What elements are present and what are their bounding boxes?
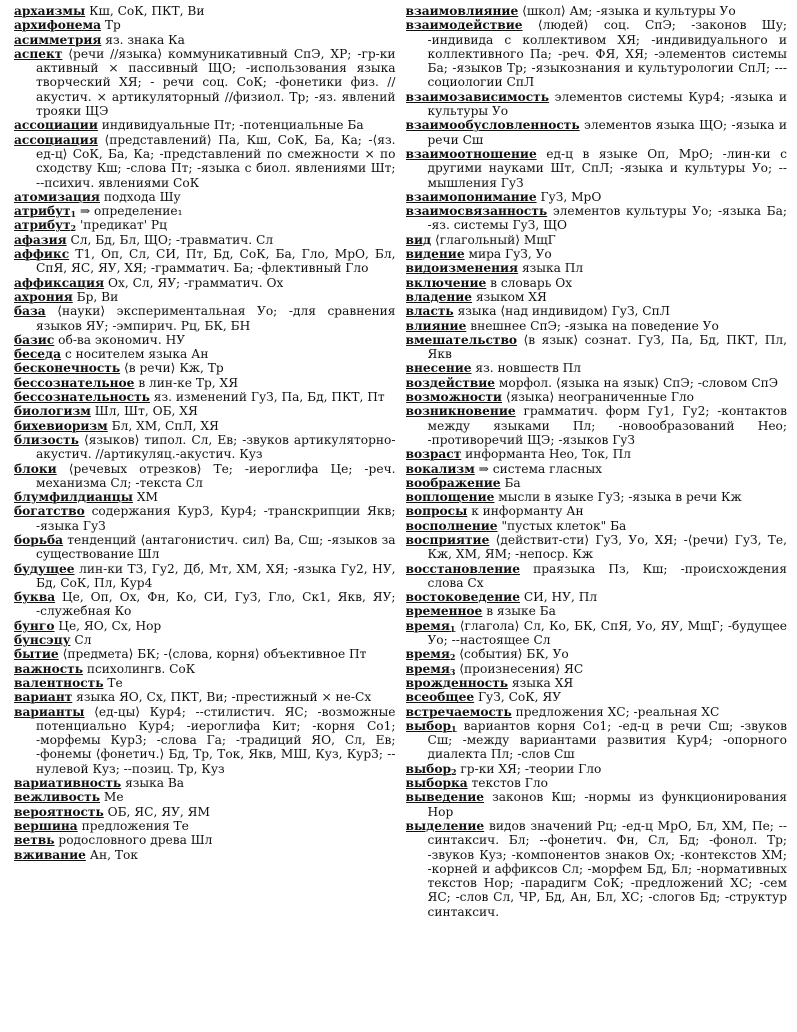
- entry-headword: вероятность: [14, 804, 104, 819]
- index-entry: [14, 18, 396, 32]
- headword-index-number: 1: [450, 723, 457, 734]
- entry-text: ⟨языков⟩ типол. Сл, Ев; -звуков артикуляторно-акустич. //артикуляц.-акустич. Куз: [36, 432, 396, 462]
- entry-text: 'предикат' Рц: [79, 218, 167, 233]
- entry-headword: вежливость: [14, 790, 101, 805]
- entry-text: лин-ки Т3, Гу2, Дб, Мт, ХМ, ХЯ; -языка Гу2, НУ, Бд, СоК, Пл, Кур4: [36, 561, 396, 590]
- entry-text: в лин-ке Тр, ХЯ: [138, 375, 239, 390]
- entry-headword: выборка: [405, 776, 468, 791]
- entry-headword: воображение: [405, 475, 501, 490]
- entry-headword: аффикс: [14, 247, 70, 262]
- entry-headword: атрибут$_2$: [14, 218, 77, 234]
- entry-headword: воздействие: [405, 375, 496, 390]
- index-entry: [14, 347, 396, 361]
- entry-text: внешнее СпЭ; -языка на поведение Уо: [470, 318, 719, 333]
- entry-headword: вопросы: [405, 504, 468, 519]
- index-entry: [406, 118, 788, 147]
- entry-headword: блоки: [14, 461, 57, 476]
- index-entry: [14, 533, 396, 562]
- entry-text: мира ГуЗ, Уо: [468, 247, 552, 262]
- entry-text: морфол. ⟨языка на язык⟩ СпЭ; -словом СпЭ: [498, 375, 779, 390]
- entry-headword: возникновение: [405, 404, 516, 419]
- entry-text: языка ХЯ: [511, 675, 574, 690]
- entry-headword: афазия: [14, 232, 67, 247]
- entry-headword: базис: [14, 332, 55, 347]
- index-entry: [14, 276, 396, 290]
- headword-index-number: 2: [70, 223, 77, 234]
- index-entry: [406, 504, 788, 518]
- index-entry: [14, 390, 396, 404]
- index-entry: [14, 118, 396, 132]
- index-entry: [406, 333, 788, 362]
- entry-text: гр-ки ХЯ; -теории Гло: [460, 761, 602, 776]
- index-entry: [14, 233, 396, 247]
- entry-headword: ассоциация: [14, 132, 98, 147]
- entry-text: Шл, Шт, ОБ, ХЯ: [94, 404, 198, 419]
- index-entry: [14, 647, 396, 661]
- index-entry: [14, 633, 396, 647]
- headword-index-number: 1: [449, 623, 456, 634]
- index-entry: [406, 290, 788, 304]
- entry-text: Сл, Бд, Бл, ЩО; -травматич. Сл: [70, 232, 274, 247]
- index-entry: [406, 90, 788, 119]
- entry-headword: вокализм: [405, 461, 475, 476]
- entry-headword: близость: [14, 432, 79, 447]
- entry-text: текстов Гло: [471, 776, 548, 791]
- entry-headword: архаизмы: [14, 4, 86, 18]
- entry-headword: владение: [405, 289, 473, 304]
- index-entry: [14, 47, 396, 118]
- entry-text: Бл, ХМ, СпЛ, ХЯ: [111, 418, 219, 433]
- entry-text: языка Ва: [125, 776, 185, 791]
- headword-index-number: 2: [450, 766, 457, 777]
- index-entry: [406, 662, 788, 676]
- index-entry: [14, 204, 396, 218]
- entry-text: ⇒ определение₁: [79, 204, 183, 219]
- entry-text: элементов культуры Уо; -языка Ба; -яз. системы ГуЗ, ЩО: [427, 204, 787, 233]
- index-entry: [14, 690, 396, 704]
- index-entry: [406, 261, 788, 275]
- index-entry: [14, 419, 396, 433]
- entry-text: ⟨ед-цы⟩ Кур4; --стилистич. ЯС; -возможные потенциально Кур4; -иероглифа Кит; -корня Со1; -морфемы Кур3; -слова Га; -традиций ЯО, Сл, Ев; -фонемы ⟨фонетич.⟩ Бд, Тр, Ток, Якв, МШ, Куз, Кур3; --нулевой Куз; --позиц. Тр, Куз: [36, 704, 396, 776]
- entry-text: ГуЗ, СоК, ЯУ: [477, 690, 562, 705]
- entry-text: Те: [107, 675, 123, 690]
- entry-text: Ан, Ток: [89, 847, 138, 862]
- entry-headword: взаимосвязанность: [405, 204, 548, 219]
- entry-headword: бессознательное: [14, 375, 135, 390]
- entry-headword: власть: [405, 304, 454, 319]
- entry-text: грамматич. форм Гу1, Гу2; -контактов между языками Пл; -новообразований Нео; -противоречий ЩЭ; -языков ГуЗ: [427, 404, 787, 447]
- entry-text: ⇒ система гласных: [478, 461, 603, 476]
- entry-text: "пустых клеток" Ба: [501, 518, 627, 533]
- index-entry: [14, 462, 396, 491]
- entry-headword: время$_1$: [405, 618, 456, 634]
- entry-headword: богатство: [14, 504, 85, 519]
- entry-text: с носителем языка Ан: [64, 347, 209, 362]
- entry-text: элементов системы Кур4; -языка и культуры Уо: [427, 89, 787, 119]
- index-entry: [14, 590, 396, 619]
- entry-headword: всеобщее: [405, 690, 475, 705]
- entry-text: Ба: [504, 475, 521, 490]
- index-entry: [14, 833, 396, 847]
- right-column: [406, 4, 788, 1032]
- index-entry: [406, 533, 788, 562]
- entry-text: ⟨события⟩ БК, Уо: [459, 647, 569, 662]
- headword-index-number: 2: [449, 652, 456, 663]
- entry-headword: ахрония: [14, 289, 73, 304]
- entry-headword: вариативность: [14, 776, 122, 791]
- entry-headword: временное: [405, 604, 483, 619]
- index-entry: [14, 433, 396, 462]
- entry-headword: востоковедение: [405, 590, 520, 605]
- entry-text: Кш, СоК, ПКТ, Ви: [89, 4, 205, 18]
- index-entry: [406, 719, 788, 762]
- index-entry: [14, 247, 396, 276]
- entry-headword: взаимовлияние: [405, 4, 519, 18]
- index-entry: [14, 504, 396, 533]
- entry-text: ХМ: [136, 490, 158, 505]
- entry-text: ⟨представлений⟩ Па, Кш, СоК, Ба, Ка; -⟨яз. ед-ц⟩ СоК, Ба, Ка; -представлений по смежности × по сходству Кш; -слова Пт; -языка с биол. явлениями Шт; --психич. явлениями СоК: [36, 132, 396, 190]
- entry-headword: восприятие: [405, 532, 490, 547]
- entry-headword: восполнение: [405, 518, 498, 533]
- entry-headword: возможности: [405, 390, 502, 405]
- entry-text: ⟨глагольный⟩ МщГ: [435, 232, 556, 247]
- entry-text: ⟨людей⟩ соц. СпЭ; -законов Шу; -индивида с коллективом ХЯ; -индивидуального и коллективного Па; -реч. ФЯ, ХЯ; -элементов системы Ба; -языков Тр; -языкознания и культурологии СпЛ; ---социологии СпЛ: [427, 18, 787, 90]
- entry-headword: взаимозависимость: [405, 89, 550, 104]
- index-entry: [406, 4, 788, 18]
- index-entry: [14, 133, 396, 190]
- entry-text: ГуЗ, МрО: [540, 189, 602, 204]
- entry-text: ⟨науки⟩ экспериментальная Уо; -для сравнения языков ЯУ; -эмпирич. Рц, БК, БН: [36, 304, 396, 333]
- entry-headword: бесконечность: [14, 361, 121, 376]
- entry-headword: время$_3$: [405, 661, 456, 677]
- index-entry: [406, 690, 788, 704]
- index-entry: [406, 276, 788, 290]
- index-columns: [14, 4, 787, 1032]
- entry-headword: воплощение: [405, 490, 495, 505]
- index-entry: [406, 776, 788, 790]
- index-entry: [14, 705, 396, 776]
- index-entry: [406, 361, 788, 375]
- entry-text: праязыка Пз, Кш; -происхождения слова Сх: [427, 561, 787, 590]
- entry-text: об-ва экономич. НУ: [58, 332, 186, 347]
- entry-text: индивидуальные Пт; -потенциальные Ба: [101, 118, 364, 133]
- index-entry: [406, 204, 788, 233]
- entry-text: в словарь Ох: [490, 275, 573, 290]
- entry-text: ⟨в язык⟩ сознат. ГуЗ, Па, Бд, ПКТ, Пл, Якв: [427, 332, 787, 362]
- entry-text: яз. изменений ГуЗ, Па, Бд, ПКТ, Пт: [153, 390, 385, 405]
- entry-headword: борьба: [14, 532, 64, 547]
- entry-headword: база: [14, 304, 46, 319]
- entry-headword: варианты: [14, 704, 85, 719]
- entry-headword: ветвь: [14, 833, 55, 848]
- index-entry: [406, 18, 788, 89]
- index-entry: [406, 790, 788, 819]
- index-entry: [406, 447, 788, 461]
- entry-text: ⟨произнесения⟩ ЯС: [459, 661, 584, 676]
- entry-headword: бихевиоризм: [14, 418, 108, 433]
- index-entry: [14, 662, 396, 676]
- index-entry: [14, 376, 396, 390]
- entry-headword: бытие: [14, 647, 59, 662]
- index-entry: [406, 705, 788, 719]
- entry-text: законов Кш; -нормы из функционирования Нор: [427, 790, 787, 819]
- entry-headword: вариант: [14, 690, 73, 705]
- index-entry: [406, 519, 788, 533]
- entry-text: Тр: [104, 18, 121, 33]
- entry-headword: бунсэцу: [14, 633, 71, 648]
- index-entry: [406, 462, 788, 476]
- entry-headword: вид: [405, 232, 432, 247]
- entry-text: мысли в языке ГуЗ; -языка в речи Кж: [498, 490, 742, 505]
- entry-text: яз. новшеств Пл: [475, 361, 582, 376]
- entry-text: языком ХЯ: [475, 289, 547, 304]
- entry-headword: встречаемость: [405, 704, 512, 719]
- index-entry: [14, 619, 396, 633]
- entry-text: родословного древа Шл: [58, 833, 213, 848]
- index-entry: [14, 190, 396, 204]
- entry-headword: внесение: [405, 361, 472, 376]
- index-entry: [406, 376, 788, 390]
- index-entry: [406, 604, 788, 618]
- index-entry: [406, 404, 788, 447]
- entry-text: СИ, НУ, Пл: [523, 590, 598, 605]
- index-entry: [406, 233, 788, 247]
- left-column: [14, 4, 396, 1032]
- entry-headword: важность: [14, 661, 83, 676]
- entry-text: содержания Кур3, Кур4; -транскрипции Якв; -языка ГуЗ: [36, 504, 396, 533]
- entry-text: ⟨действит-сти⟩ ГуЗ, Уо, ХЯ; -⟨речи⟩ ГуЗ, Те, Кж, ХМ, ЯМ; -непоср. Кж: [427, 532, 787, 562]
- index-entry: [14, 404, 396, 418]
- entry-text: ⟨глагола⟩ Сл, Ко, БК, СпЯ, Уо, ЯУ, МщГ; -будущее Уо; --настоящее Сл: [427, 618, 787, 648]
- entry-text: тенденций ⟨антагонистич. сил⟩ Ва, Сш; -языков за существование Шл: [36, 532, 396, 562]
- entry-headword: врожденность: [405, 675, 509, 690]
- index-entry: [406, 762, 788, 776]
- index-entry: [406, 247, 788, 261]
- entry-headword: вершина: [14, 818, 78, 833]
- entry-headword: валентность: [14, 675, 104, 690]
- entry-headword: взаимопонимание: [405, 189, 537, 204]
- entry-headword: ассоциации: [14, 118, 98, 133]
- entry-headword: будущее: [14, 561, 75, 576]
- entry-text: видов значений Рц; -ед-ц МрО, Бл, ХМ, Пе; --синтаксич. Бл; --фонетич. Фн, Сл, Бд; -фонол. Тр; -звуков Куз; -компонентов знаков Ох; -контекстов ХМ; -корней и аффиксов Сл; -морфем Бд, Бл; -нормативных текстов Нор; -парадигм СоК; -предложений ХС; -сем ЯС; -слов Сл, ЧР, Бд, Ан, Бл, ХС; -слогов Бд; -структур синтаксич.: [427, 818, 787, 919]
- entry-headword: выделение: [405, 818, 485, 833]
- entry-headword: включение: [405, 275, 487, 290]
- entry-headword: биологизм: [14, 404, 91, 419]
- entry-headword: вживание: [14, 847, 86, 862]
- entry-headword: выбор$_1$: [405, 718, 457, 734]
- entry-headword: буква: [14, 590, 56, 605]
- entry-headword: выведение: [405, 790, 484, 805]
- entry-text: ⟨речевых отрезков⟩ Те; -иероглифа Це; -реч. механизма Сл; -текста Сл: [36, 461, 396, 490]
- entry-headword: блумфилдианцы: [14, 490, 133, 505]
- entry-text: ОБ, ЯС, ЯУ, ЯМ: [107, 804, 210, 819]
- entry-text: Це, ЯО, Сх, Нор: [58, 618, 162, 633]
- index-entry: [406, 147, 788, 190]
- entry-text: ⟨школ⟩ Ам; -языка и культуры Уо: [522, 4, 736, 18]
- index-entry: [406, 476, 788, 490]
- entry-text: языка ⟨над индивидом⟩ ГуЗ, СпЛ: [457, 304, 670, 319]
- index-entry: [14, 333, 396, 347]
- entry-headword: атомизация: [14, 189, 100, 204]
- entry-headword: взаимоотношение: [405, 146, 537, 161]
- entry-headword: выбор$_2$: [405, 761, 457, 777]
- entry-headword: взаимообусловленность: [405, 118, 580, 133]
- headword-index-number: 1: [70, 209, 77, 220]
- entry-headword: видение: [405, 247, 465, 262]
- index-entry: [406, 304, 788, 318]
- entry-text: к информанту Ан: [471, 504, 584, 519]
- entry-headword: бунго: [14, 618, 55, 633]
- entry-text: предложения ХС; -реальная ХС: [515, 704, 720, 719]
- entry-text: яз. знака Ка: [105, 32, 185, 47]
- entry-text: элементов языка ЩО; -языка и речи Сш: [427, 118, 787, 147]
- entry-headword: аффиксация: [14, 275, 105, 290]
- index-entry: [406, 390, 788, 404]
- entry-text: Сл: [74, 633, 92, 648]
- entry-text: вариантов корня Со1; -ед-ц в речи Сш; -звуков Сш; -между вариантами развития Кур4; -опорного диалекта Пл; -слов Сш: [427, 718, 787, 762]
- entry-text: Ме: [103, 790, 124, 805]
- entry-headword: бессознательность: [14, 390, 150, 405]
- entry-text: языка Пл: [521, 261, 584, 276]
- index-entry: [406, 562, 788, 591]
- entry-headword: возраст: [405, 447, 462, 462]
- entry-headword: вмешательство: [405, 332, 518, 347]
- entry-text: языка ЯО, Сх, ПКТ, Ви; -престижный × не-Сх: [76, 690, 372, 705]
- entry-headword: архифонема: [14, 18, 102, 33]
- headword-index-number: 3: [449, 666, 456, 677]
- entry-text: ед-ц в языке Оп, МрО; -лин-ки с другими науками Шт, СпЛ; -языка и культуры Уо; --мышления ГуЗ: [427, 146, 787, 190]
- entry-headword: аспект: [14, 46, 63, 61]
- index-entry: [14, 848, 396, 862]
- entry-headword: асимметрия: [14, 32, 102, 47]
- entry-headword: взаимодействие: [405, 18, 523, 33]
- index-entry: [406, 676, 788, 690]
- entry-text: в языке Ба: [486, 604, 556, 619]
- entry-headword: видоизменения: [405, 261, 519, 276]
- index-entry: [406, 319, 788, 333]
- entry-text: Т1, Оп, Сл, СИ, Пт, Бд, СоК, Ба, Гло, МрО, Бл, СпЯ, ЯС, ЯУ, ХЯ; -грамматич. Ба; -флективный Гло: [36, 247, 396, 276]
- entry-headword: влияние: [405, 318, 467, 333]
- index-entry: [14, 805, 396, 819]
- entry-text: информанта Нео, Ток, Пл: [465, 447, 631, 462]
- entry-text: предложения Те: [81, 818, 189, 833]
- index-entry: [14, 490, 396, 504]
- entry-text: подхода Шу: [103, 189, 181, 204]
- entry-text: ⟨речи //языка⟩ коммуникативный СпЭ, ХР; -гр-ки активный × пассивный ЩО; -использования языка творческий ХЯ; - речи соц. СоК; -фонетики физ. //акустич. × артикуляторный //физиол. Тр; -яз. явлений трояки ЩЭ: [36, 46, 396, 119]
- index-entry: [14, 776, 396, 790]
- index-entry: [14, 304, 396, 333]
- index-entry: [14, 361, 396, 375]
- entry-headword: атрибут$_1$: [14, 204, 77, 220]
- index-entry: [406, 647, 788, 661]
- index-entry: [406, 190, 788, 204]
- index-entry: [406, 819, 788, 919]
- index-entry: [406, 490, 788, 504]
- entry-text: ⟨в речи⟩ Кж, Тр: [124, 361, 224, 376]
- entry-text: Це, Оп, Ох, Фн, Ко, СИ, ГуЗ, Гло, Ск1, Якв, ЯУ; -служебная Ко: [36, 590, 396, 619]
- index-entry: [406, 590, 788, 604]
- entry-text: Ох, Сл, ЯУ; -грамматич. Ох: [107, 275, 284, 290]
- index-entry: [14, 218, 396, 232]
- index-entry: [14, 562, 396, 591]
- entry-headword: время$_2$: [405, 647, 456, 663]
- index-entry: [14, 819, 396, 833]
- index-entry: [14, 290, 396, 304]
- entry-text: ⟨языка⟩ неограниченные Гло: [505, 390, 694, 405]
- entry-text: ⟨предмета⟩ БК; -⟨слова, корня⟩ объективное Пт: [62, 647, 367, 662]
- entry-text: Бр, Ви: [76, 289, 119, 304]
- index-entry: [14, 4, 396, 18]
- index-entry: [14, 33, 396, 47]
- entry-text: психолингв. СоК: [86, 661, 196, 676]
- entry-headword: беседа: [14, 347, 62, 362]
- index-entry: [14, 676, 396, 690]
- index-entry: [406, 619, 788, 648]
- index-entry: [14, 790, 396, 804]
- entry-headword: восстановление: [405, 561, 520, 576]
